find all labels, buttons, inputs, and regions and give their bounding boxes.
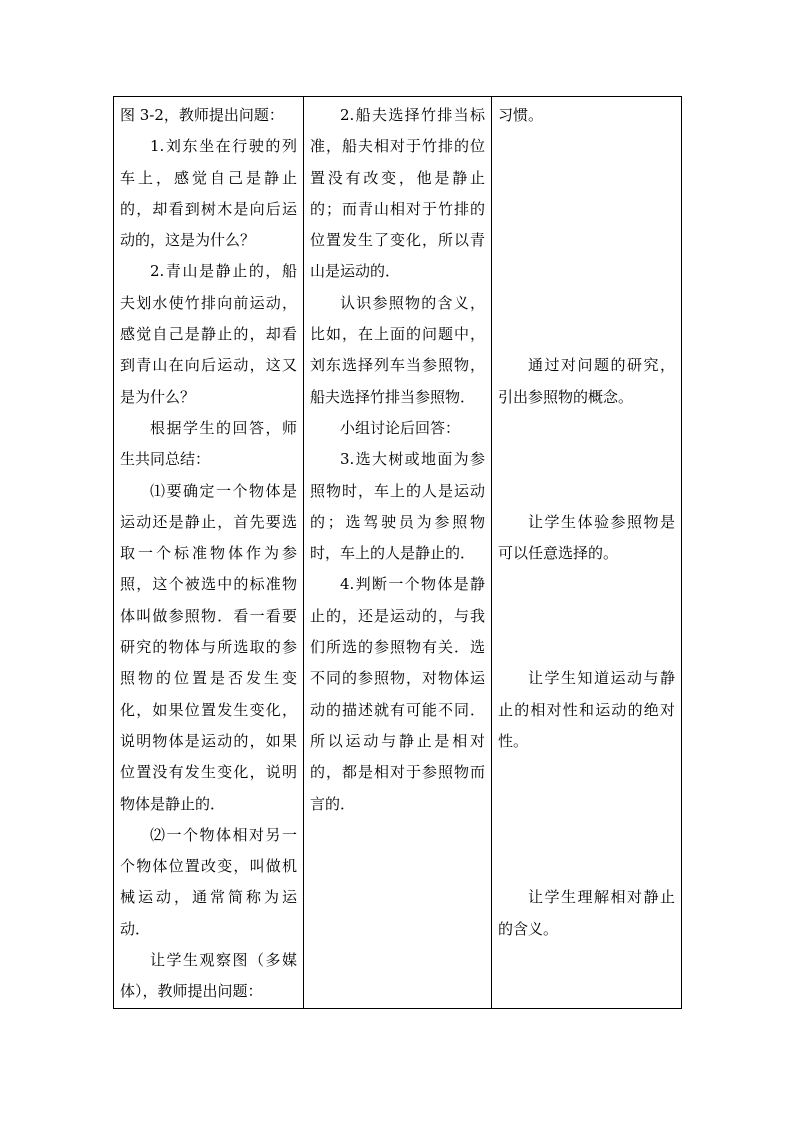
lesson-plan-table (113, 96, 682, 1009)
design-intent-cell (492, 97, 682, 1009)
design-note-2: 让学生体验参照物是可以任意选择的。 (498, 512, 675, 563)
spacer (498, 569, 675, 663)
teacher-para-4: 根据学生的回答，师生共同总结： (120, 418, 297, 469)
design-note-0: 习惯。 (498, 106, 544, 124)
teacher-para-6: ⑵一个物体相对另一个物体位置改变，叫做机械运动，通常简称为运动． (120, 825, 297, 938)
teacher-para-1: 图 3-2，教师提出问题： (120, 106, 284, 124)
student-para-2: 认识参照物的含义，比如，在上面的问题中，刘东选择列车当参照物，船夫选择竹排当参照物． (310, 293, 485, 406)
student-para-1: 2.船夫选择竹排当标准，船夫相对于竹排的位置没有改变，他是静止的；而青山相对于竹排的位置发生了变化，所以青山是运动的． (310, 106, 485, 281)
table-row (114, 97, 682, 1009)
spacer (498, 757, 675, 882)
design-note-4: 让学生理解相对静止的含义。 (498, 888, 675, 938)
teacher-activity-cell (114, 97, 304, 1009)
spacer (498, 131, 675, 350)
student-para-3: 小组讨论后回答： (340, 418, 461, 437)
student-para-4: 3.选大树或地面为参照物时，车上的人是运动的；选驾驶员为参照物时，车上的人是静止的． (310, 450, 485, 563)
spacer (498, 413, 675, 507)
student-para-5: 4.判断一个物体是静止的，还是运动的，与我们所选的参照物有关．选不同的参照物，对物体运动的描述就有可能不同．所以运动与静止是相对的，都是相对于参照物而言的． (310, 575, 485, 813)
teacher-para-7: 让学生观察图（多媒体），教师提出问题： (120, 951, 297, 1001)
design-note-1: 通过对问题的研究，引出参照物的概念。 (498, 356, 675, 406)
teacher-para-5: ⑴要确定一个物体是运动还是静止，首先要选取一个标准物体作为参照，这个被选中的标准物体叫做参照物．看一看要研究的物体与所选取的参照物的位置是否发生变化，如果位置发生变化，说明物体是运动的，如果位置没有发生变化，说明物体是静止的． (120, 481, 297, 813)
teacher-para-3: 2.青山是静止的，船夫划水使竹排向前运动，感觉自己是静止的，却看到青山在向后运动，这又是为什么？ (120, 262, 297, 406)
student-activity-cell (304, 97, 492, 1009)
teacher-para-2: 1.刘东坐在行驶的列车上，感觉自己是静止的，却看到树木是向后运动的，这是为什么？ (120, 137, 297, 250)
design-note-3: 让学生知道运动与静止的相对性和运动的绝对性。 (498, 669, 675, 751)
